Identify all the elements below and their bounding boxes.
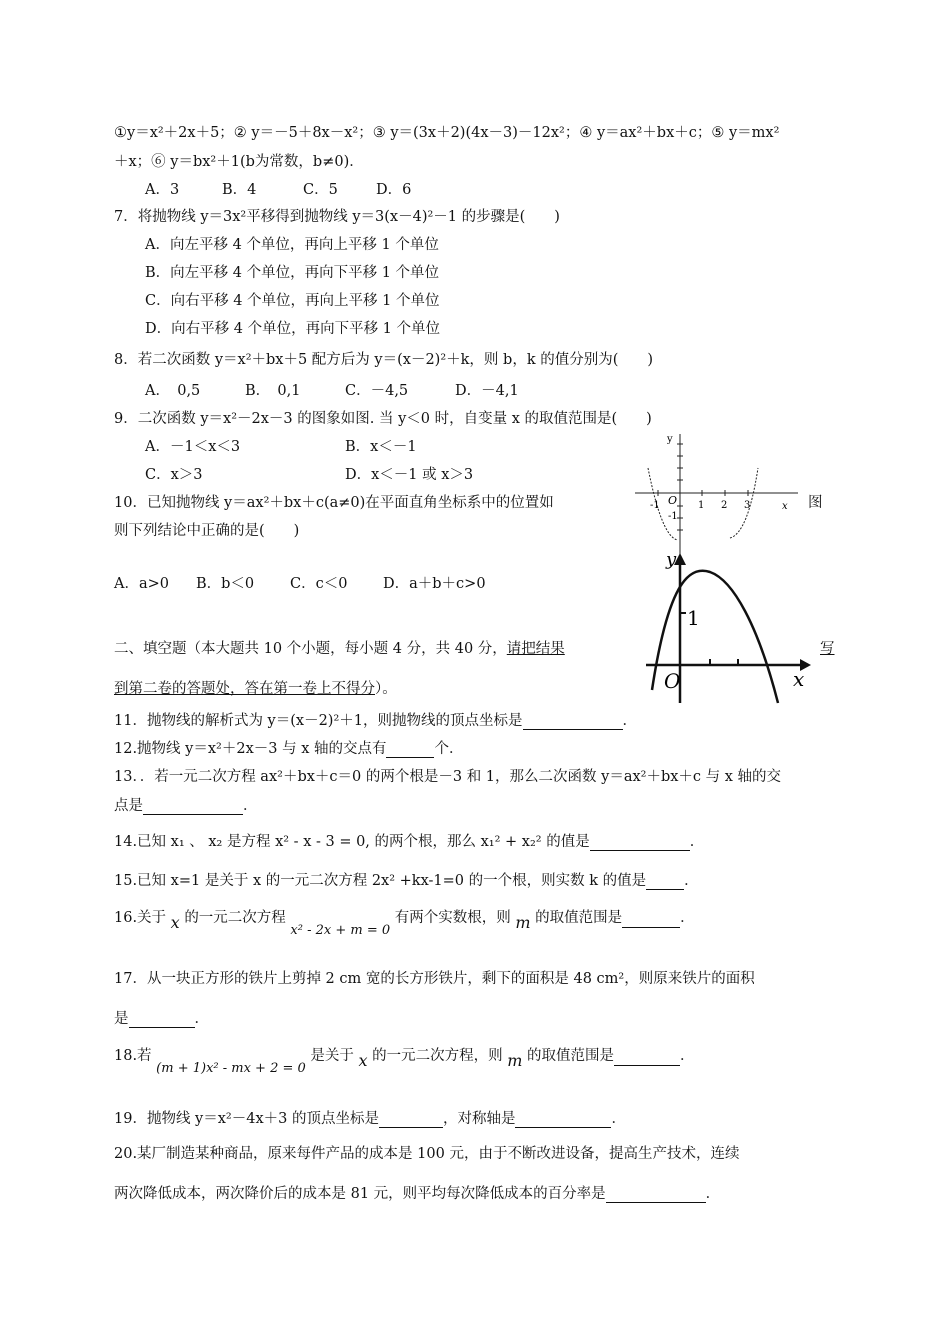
q7-option-b: B．向左平移 4 个单位，再向下平移 1 个单位: [145, 265, 440, 281]
q9-tick-origin: O: [668, 494, 678, 507]
q14-text: 14.已知 x₁ 、 x₂ 是方程 x² - x - 3 = 0, 的两个根，那么 x₁² + x₂² 的值是: [114, 834, 590, 850]
q17-line2: 是 ．: [114, 1011, 209, 1027]
section2-line2-underlined: 到第二卷的答题处，答在第一卷上不得分: [114, 681, 375, 697]
q15: 15.已知 x=1 是关于 x 的一元二次方程 2x² +kx-1=0 的一个根，则实数 k 的值是 ．: [114, 873, 699, 889]
q7-option-d: D．向右平移 4 个单位，再向下平移 1 个单位: [145, 321, 441, 337]
q6-option-d: D．6: [376, 182, 412, 198]
q14: 14.已知 x₁ 、 x₂ 是方程 x² - x - 3 = 0, 的两个根，那么 x₁² + x₂² 的值是 ．: [114, 834, 705, 850]
q9-option-b: B．x＜－1: [345, 439, 417, 455]
q19-text-b: ，对称轴是: [442, 1111, 516, 1127]
q6-option-b: B．4: [222, 182, 257, 198]
q18: 18.若 (m + 1)x² - mx + 2 = 0 是关于 x 的一元二次方程，则 m 的取值范围是 ．: [114, 1048, 695, 1076]
q11-answer-blank[interactable]: [523, 715, 623, 730]
q11-text: 11．抛物线的解析式为 y＝(x－2)²＋1，则抛物线的顶点坐标是: [114, 713, 523, 729]
q15-answer-blank[interactable]: [646, 875, 684, 890]
q15-text: 15.已知 x=1 是关于 x 的一元二次方程 2x² +kx-1=0 的一个根，则实数 k 的值是: [114, 873, 647, 889]
q16-text-a: 16.关于: [114, 910, 167, 926]
q6-line2: ＋x；⑥ y＝bx²＋1(b为常数，b≠0)．: [114, 154, 364, 170]
q9-tick-1: 1: [698, 500, 705, 511]
q12: [114, 740, 463, 758]
q18-text-b: 是关于: [310, 1048, 354, 1064]
q9-tick-3: 3: [744, 500, 751, 511]
q9-y-label: y: [667, 434, 673, 445]
q9-option-c: C．x＞3: [145, 467, 203, 483]
q9-option-a: A．－1＜x＜3: [145, 439, 241, 455]
q9-tick-2: 2: [721, 500, 728, 511]
q9-tick-neg1: -1: [650, 500, 660, 511]
q18-var-m: m: [507, 1051, 523, 1070]
q18-answer-blank[interactable]: [614, 1051, 680, 1066]
q8-option-c: C．－4,5: [345, 383, 409, 399]
q16-var-m: m: [515, 913, 531, 932]
q8-option-a: A． 0,5: [145, 383, 201, 399]
q13-line2-text: 点是: [114, 798, 143, 814]
q16-text-d: 的取值范围是: [535, 910, 623, 926]
q20-line1: 20.某厂制造某种商品，原来每件产品的成本是 100 元，由于不断改进设备，提高生产技术，连续: [114, 1146, 740, 1162]
q20-line2-text: 两次降低成本，两次降价后的成本是 81 元，则平均每次降低成本的百分率是: [114, 1186, 606, 1202]
q9-option-d: D．x＜－1 或 x＞3: [345, 467, 474, 483]
q6-line1: ①y＝x²＋2x＋5；② y＝－5＋8x－x²；③ y＝(3x＋2)(4x－3)－12x²；④ y＝ax²＋bx＋c；⑤ y＝mx²: [114, 125, 780, 141]
section2-line2: [114, 680, 397, 698]
q7-option-a: A．向左平移 4 个单位，再向上平移 1 个单位: [145, 237, 439, 253]
q18-equation: (m + 1)x² - mx + 2 = 0: [156, 1061, 306, 1076]
q20-answer-blank[interactable]: [606, 1188, 706, 1203]
q12-tail: 个．: [434, 741, 464, 757]
q19-answer-blank-axis[interactable]: [515, 1113, 611, 1128]
q10-origin: O: [664, 669, 681, 693]
q17-line1: 17．从一块正方形的铁片上剪掉 2 cm 宽的长方形铁片，剩下的面积是 48 cm²，则原来铁片的面积: [114, 971, 755, 987]
q10-option-d: D．a＋b＋c>0: [383, 576, 486, 592]
q10-stem2: 则下列结论中正确的是( ): [114, 523, 300, 539]
q10-one: 1: [687, 606, 700, 630]
q10-option-a: A．a>0: [114, 576, 169, 592]
q16-equation: x² - 2x + m = 0: [290, 923, 391, 938]
section2-line1-tail: 写: [820, 641, 835, 657]
q6-option-a: A．3: [145, 182, 180, 198]
q14-answer-blank[interactable]: [590, 836, 690, 851]
section2-line1: [114, 640, 565, 658]
q12-answer-blank[interactable]: [386, 743, 434, 758]
q16-answer-blank[interactable]: [622, 913, 680, 928]
q10-option-c: C．c＜0: [290, 576, 348, 592]
q10-stem: 10．已知抛物线 y＝ax²＋bx＋c(a≠0)在平面直角坐标系中的位置如: [114, 495, 554, 511]
q18-var-x: x: [358, 1051, 368, 1070]
q17-line2-text: 是: [114, 1011, 129, 1027]
q7-option-c: C．向右平移 4 个单位，再向上平移 1 个单位: [145, 293, 440, 309]
q8-stem: 8．若二次函数 y＝x²＋bx＋5 配方后为 y＝(x－2)²＋k，则 b，k 的值分别为( ): [114, 352, 654, 368]
q19: 19．抛物线 y＝x²－4x＋3 的顶点坐标是 ，对称轴是 ．: [114, 1111, 626, 1127]
q9-x-label: x: [782, 501, 788, 512]
q9-stem: 9．二次函数 y＝x²－2x－3 的图象如图. 当 y＜0 时，自变量 x 的取值范围是( ): [114, 411, 652, 427]
q18-text-c: 的一元二次方程，则: [372, 1048, 503, 1064]
q18-text-d: 的取值范围是: [527, 1048, 615, 1064]
q19-answer-blank-vertex[interactable]: [379, 1113, 443, 1128]
q17-answer-blank[interactable]: [129, 1013, 195, 1028]
q6-option-c: C．5: [303, 182, 338, 198]
q10-y-label: y: [666, 549, 677, 570]
q11: 11．抛物线的解析式为 y＝(x－2)²＋1，则抛物线的顶点坐标是 ．: [114, 713, 638, 729]
q9-tick-y-neg1: -1: [668, 511, 678, 522]
q20-line2: 两次降低成本，两次降价后的成本是 81 元，则平均每次降低成本的百分率是 ．: [114, 1186, 721, 1202]
q8-option-d: D．－4,1: [455, 383, 519, 399]
q10-x-label: x: [793, 667, 805, 691]
q8-option-b: B． 0,1: [245, 383, 301, 399]
q18-text-a: 18.若: [114, 1048, 152, 1064]
q16: 16.关于 x 的一元二次方程 x² - 2x + m = 0 有两个实数根，则 m 的取值范围是 ．: [114, 910, 695, 938]
q19-text-a: 19．抛物线 y＝x²－4x＋3 的顶点坐标是: [114, 1111, 379, 1127]
q10-stem-tail: 图: [808, 495, 823, 511]
section2-line1-underlined: 请把结果: [506, 641, 565, 657]
q16-text-b: 的一元二次方程: [184, 910, 286, 926]
section2-line1-text: 二、填空题（本大题共 10 个小题，每小题 4 分，共 40 分，: [114, 641, 507, 657]
q13-line1: 13．．若一元二次方程 ax²＋bx＋c＝0 的两个根是－3 和 1，那么二次函数 y＝ax²＋bx＋c 与 x 轴的交: [114, 769, 782, 785]
q7-stem: 7．将抛物线 y＝3x²平移得到抛物线 y＝3(x－4)²－1 的步骤是( ): [114, 209, 560, 225]
q9-parabola-graph: [630, 428, 805, 558]
q16-text-c: 有两个实数根，则: [394, 910, 511, 926]
q10-option-b: B．b＜0: [196, 576, 255, 592]
section2-line2-tail: ）。: [375, 681, 397, 697]
q12-text: 12.抛物线 y＝x²＋2x－3 与 x 轴的交点有: [114, 741, 387, 757]
q13-line2: 点是 ．: [114, 798, 258, 814]
q16-var-x: x: [170, 913, 180, 932]
q10-parabola-graph: [638, 545, 813, 705]
q13-answer-blank[interactable]: [143, 800, 243, 815]
